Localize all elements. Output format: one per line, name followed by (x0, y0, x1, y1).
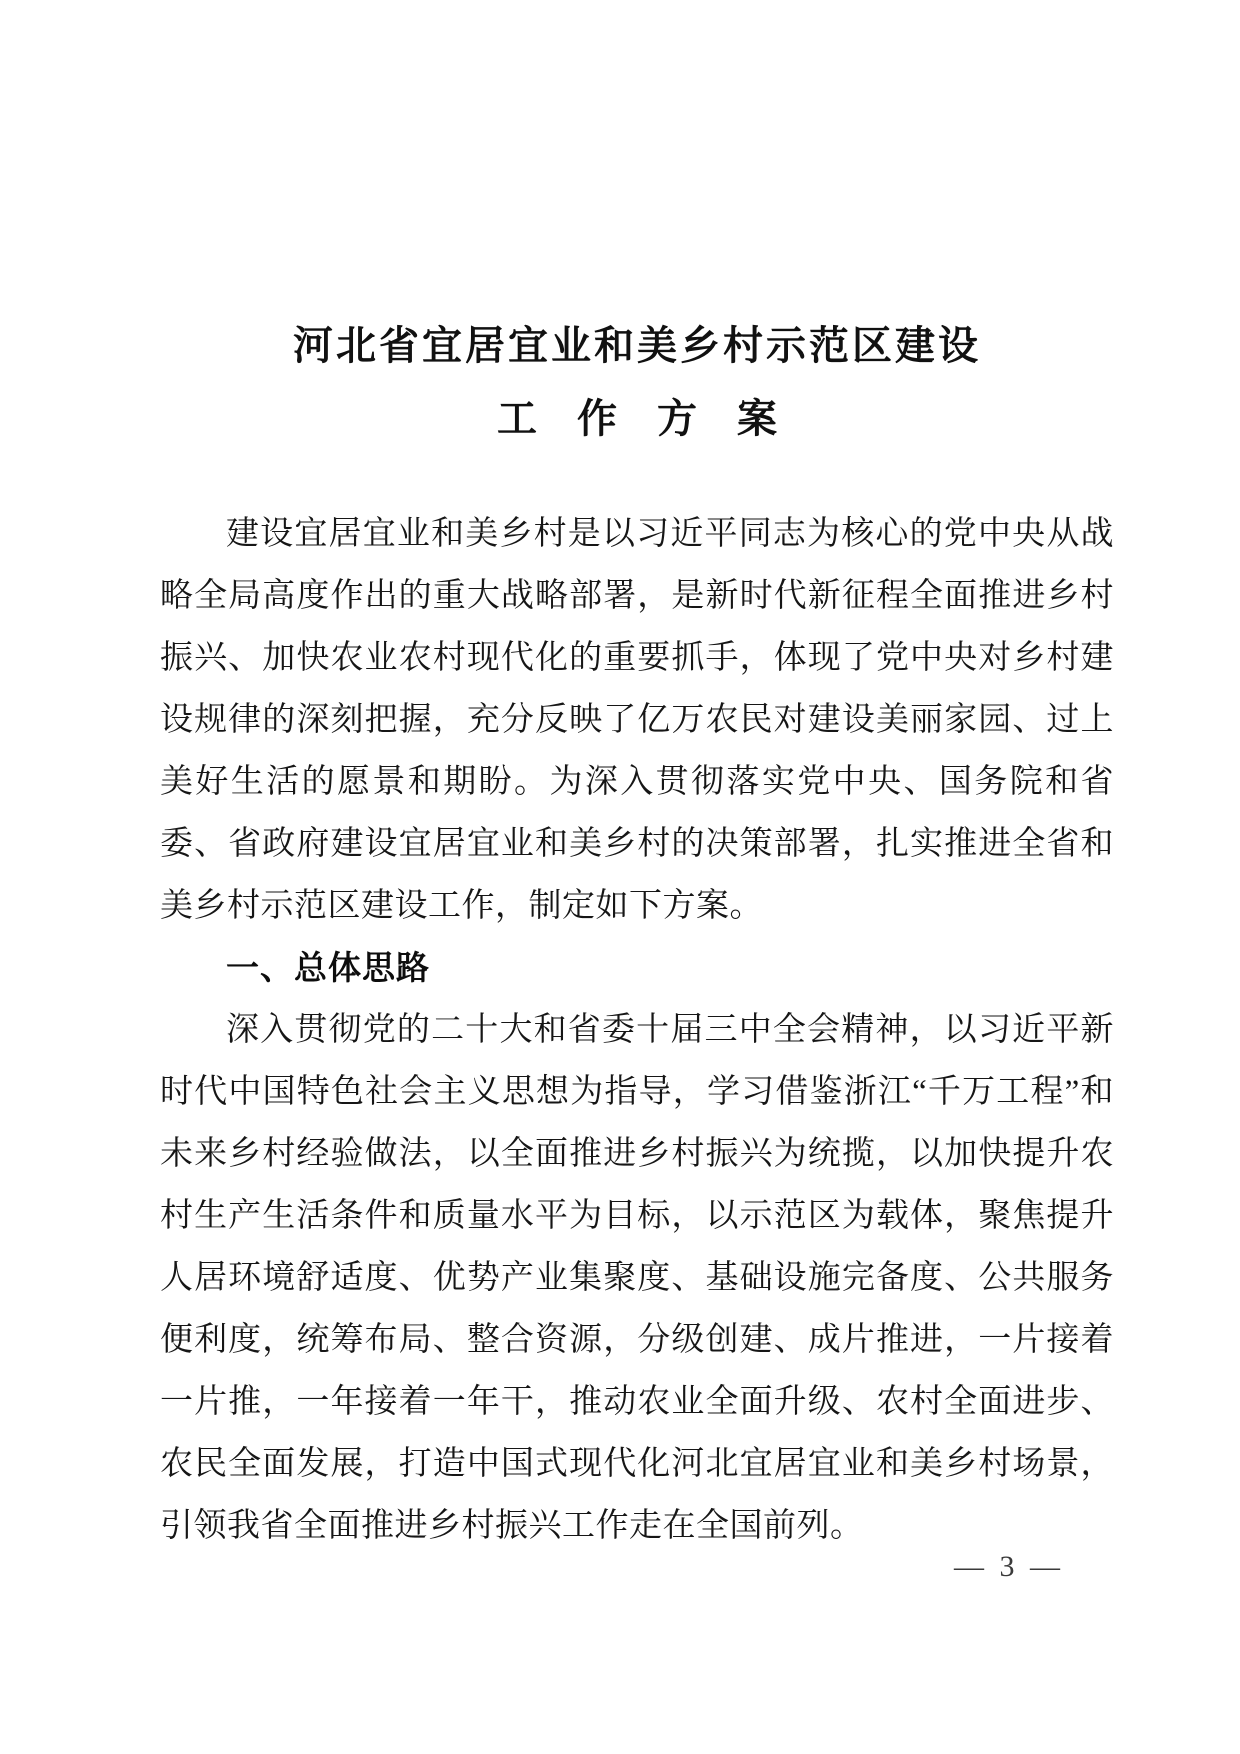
document-title-line1: 河北省宜居宜业和美乡村示范区建设 (293, 323, 981, 368)
section-heading-overall-approach: 一、总体思路 (226, 949, 430, 986)
paragraph-intro: 建设宜居宜业和美乡村是以习近平同志为核心的党中央从战略全局高度作出的重大战略部署，是新时代新征程全面推进乡村振兴、加快农业农村现代化的重要抓手，体现了党中央对乡村建设规律的深刻把握，充分反映了亿万农民对建设美丽家园、过上美好生活的愿景和期盼。为深入贯彻落实党中央、国务院和省委、省政府建设宜居宜业和美乡村的决策部署，扎实推进全省和美乡村示范区建设工作，制定如下方案。 (160, 516, 1114, 924)
paragraph-overall-approach: 深入贯彻党的二十大和省委十届三中全会精神，以习近平新时代中国特色社会主义思想为指导，学习借鉴浙江“千万工程”和未来乡村经验做法，以全面推进乡村振兴为统揽，以加快提升农村生产生活条件和质量水平为目标，以示范区为载体，聚焦提升人居环境舒适度、优势产业集聚度、基础设施完备度、公共服务便利度，统筹布局、整合资源，分级创建、成片推进，一片接着一片推，一年接着一年干，推动农业全面升级、农村全面进步、农民全面发展，打造中国式现代化河北宜居宜业和美乡村场景，引领我省全面推进乡村振兴工作走在全国前列。 (160, 1012, 1114, 1544)
document-body (160, 503, 1114, 1557)
page-number: — 3 — (954, 1550, 1064, 1583)
document-title-line2: 工 作 方 案 (497, 396, 777, 441)
document-content (160, 322, 1114, 1557)
